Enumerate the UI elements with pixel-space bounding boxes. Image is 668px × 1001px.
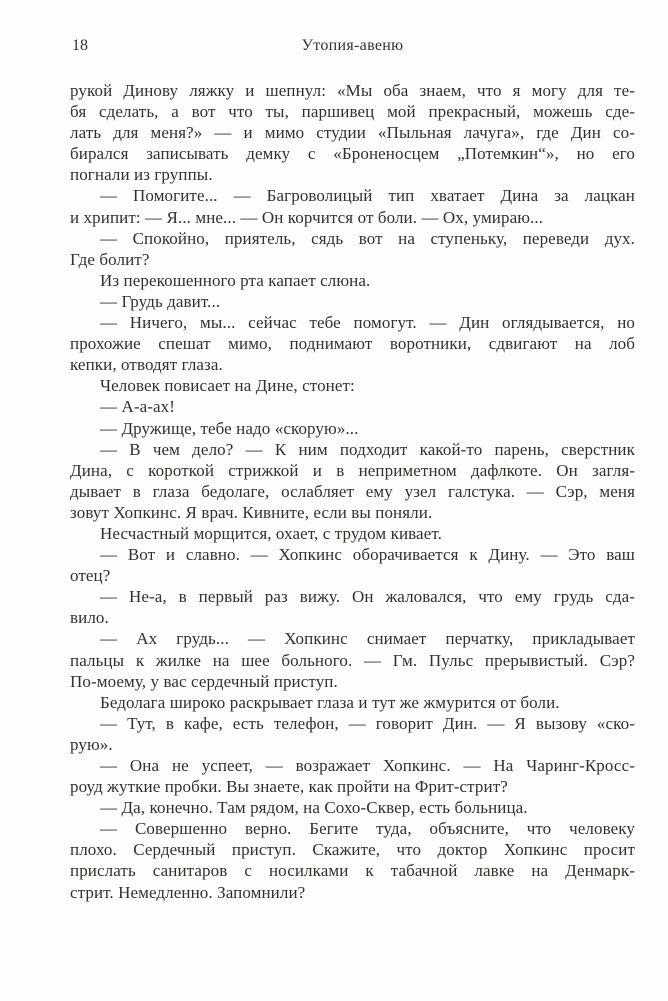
text-line: и хрипит: — Я... мне... — Он корчится от боли. — Ох, умираю... [70,207,544,227]
text-line: Дина, с короткой стрижкой и в неприметном дафлкоте. Он загля- [70,460,635,480]
paragraph [70,713,635,755]
paragraph [70,80,635,185]
text-line: лать для меня?» — и мимо студии «Пыльная лачуга», где Дин со- [70,123,635,143]
paragraph [70,755,635,797]
paragraph [70,628,635,691]
text-line: По-моему, у вас сердечный приступ. [70,671,338,691]
text-line: — Она не успеет, — возражает Хопкинс. — На Чаринг-Кросс- [100,756,635,775]
text-line: вило. [70,608,109,628]
text-line: дывает в глаза бедолаге, ослабляет ему узел галстука. — Сэр, меня [70,481,635,501]
text-line: рую». [70,734,113,754]
text-line: стрит. Немедленно. Запомнили? [70,882,306,902]
paragraph [70,797,635,818]
paragraph [70,418,635,439]
text-line: Бедолага широко раскрывает глаза и тут же жмурится от боли. [100,692,560,712]
text-line: — Совершенно верно. Бегите туда, объясните, что человеку [100,819,635,839]
body-text [70,80,635,903]
text-line: — Не-а, в первый раз вижу. Он жаловался, что ему грудь сда- [100,587,635,607]
text-line: роуд жуткие пробки. Вы знаете, как пройти на Фрит-стрит? [70,777,508,797]
text-line: плохо. Сердечный приступ. Скажите, что доктор Хопкинс просит [70,840,635,860]
paragraph [70,185,635,227]
text-line: Где болит? [70,249,150,269]
text-line: пальцы к жилке на шее больного. — Гм. Пульс прерывистый. Сэр? [70,650,635,670]
text-line: — Тут, в кафе, есть телефон, — говорит Дин. — Я вызову «ско- [100,713,635,733]
text-line: отец? [70,566,111,586]
page-number: 18 [72,37,88,54]
paragraph [70,291,635,312]
paragraph [70,439,635,523]
text-line: погнали из группы. [70,165,213,185]
paragraph [70,692,635,713]
text-line: — Грудь давит... [100,291,221,311]
running-title: Утопия-авеню [301,37,404,54]
text-line: кепки, отводят глаза. [70,355,223,375]
paragraph [70,818,635,902]
text-line: рукой Динову ляжку и шепнул: «Мы оба знаем, что я могу для те- [70,81,635,100]
text-line: прислать санитаров с носилками к табачной лавке на Денмарк- [70,861,635,881]
paragraph [70,270,635,291]
text-line: — Ничего, мы... сейчас тебе помогут. — Дин оглядывается, но [100,313,635,333]
text-line: бя сделать, а вот что ты, паршивец мой прекрасный, можешь сде- [70,102,635,122]
text-line: — Дружище, тебе надо «скорую»... [100,418,359,438]
text-line: — Спокойно, приятель, сядь вот на ступеньку, переведи дух. [100,228,635,248]
text-line: Из перекошенного рта капает слюна. [100,270,371,290]
text-line: зовут Хопкинс. Я врач. Кивните, если вы поняли. [70,502,433,522]
text-line: — А-а-ах! [100,397,176,417]
paragraph [70,375,635,396]
text-line: прохожие спешат мимо, поднимают воротники, сдвигают на лоб [70,334,635,354]
paragraph [70,396,635,417]
text-line: — Вот и славно. — Хопкинс оборачивается к Дину. — Это ваш [100,545,635,565]
text-line: — Да, конечно. Там рядом, на Сохо-Сквер, есть больница. [100,798,528,818]
page-header [70,37,635,57]
text-line: Несчастный морщится, охает, с трудом кивает. [100,523,442,543]
paragraph [70,586,635,628]
paragraph [70,228,635,270]
paragraph [70,312,635,375]
text-line: — Помогите... — Багроволицый тип хватает Дина за лацкан [100,186,635,206]
text-line: Человек повисает на Дине, стонет: [100,376,355,396]
text-line: бирался записывать демку с «Броненосцем „Потемкин“», но его [70,144,635,164]
text-line: — Ах грудь... — Хопкинс снимает перчатку, прикладывает [100,629,635,649]
paragraph [70,523,635,544]
text-line: — В чем дело? — К ним подходит какой-то парень, сверстник [100,439,635,459]
paragraph [70,544,635,586]
